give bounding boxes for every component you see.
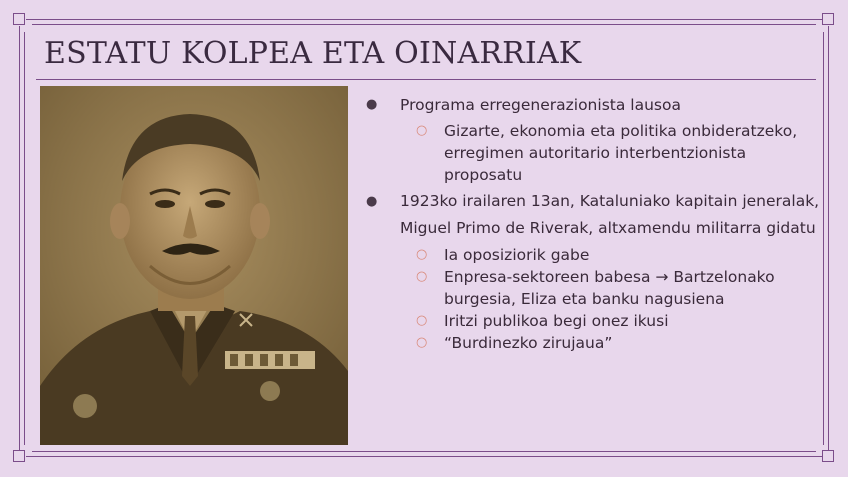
sub-bullet-icon: ○: [416, 313, 428, 328]
bullet-text: 1923ko irailaren 13an, Kataluniako kapitain jeneralak, Miguel Primo de Riverak, altxamendu militarra gidatu: [400, 192, 820, 237]
frame-bottom-inner-line: [32, 451, 816, 452]
corner-top-right: [822, 13, 834, 25]
sub-bullet-icon: ○: [416, 335, 428, 350]
sub-list-item: [360, 244, 820, 266]
list-item: [360, 188, 820, 242]
frame-left-line: [19, 26, 20, 450]
sub-bullet-text: Gizarte, ekonomia eta politika onbideratzeko, erregimen autoritario interbentzionista proposatu: [444, 122, 798, 184]
sub-bullet-text: Enpresa-sektoreen babesa → Bartzelonako burgesia, Eliza eta banku nagusiena: [444, 268, 775, 308]
frame-right-inner-line: [823, 32, 824, 445]
corner-bottom-right: [822, 450, 834, 462]
sub-bullet-icon: ○: [416, 247, 428, 262]
corner-bottom-left: [13, 450, 25, 462]
bullet-text: Programa erregenerazionista lausoa: [400, 96, 681, 114]
sub-bullet-icon: ○: [416, 269, 428, 284]
sub-bullet-text: “Burdinezko zirujaua”: [444, 334, 613, 352]
sub-bullet-text: Iritzi publikoa begi onez ikusi: [444, 312, 669, 330]
frame-top-inner-line: [32, 24, 816, 25]
list-item: [360, 94, 820, 116]
corner-top-left: [13, 13, 25, 25]
title-underline: [36, 79, 816, 80]
frame-right-line: [828, 26, 829, 450]
slide-title: ESTATU KOLPEA ETA OINARRIAK: [44, 36, 582, 71]
sub-list-item: [360, 120, 820, 186]
sub-bullet-text: Ia oposiziorik gabe: [444, 246, 590, 264]
frame-left-inner-line: [24, 32, 25, 445]
frame-top-line: [26, 19, 822, 20]
portrait-photo: [40, 86, 348, 445]
bullet-icon: ●: [366, 97, 378, 112]
bullet-icon: ●: [366, 194, 378, 209]
sub-bullet-icon: ○: [416, 123, 428, 138]
bullet-list: [360, 94, 820, 354]
frame-bottom-line: [26, 456, 822, 457]
sub-list-item: [360, 332, 820, 354]
sub-list-item: [360, 310, 820, 332]
sub-list-item: [360, 266, 820, 310]
